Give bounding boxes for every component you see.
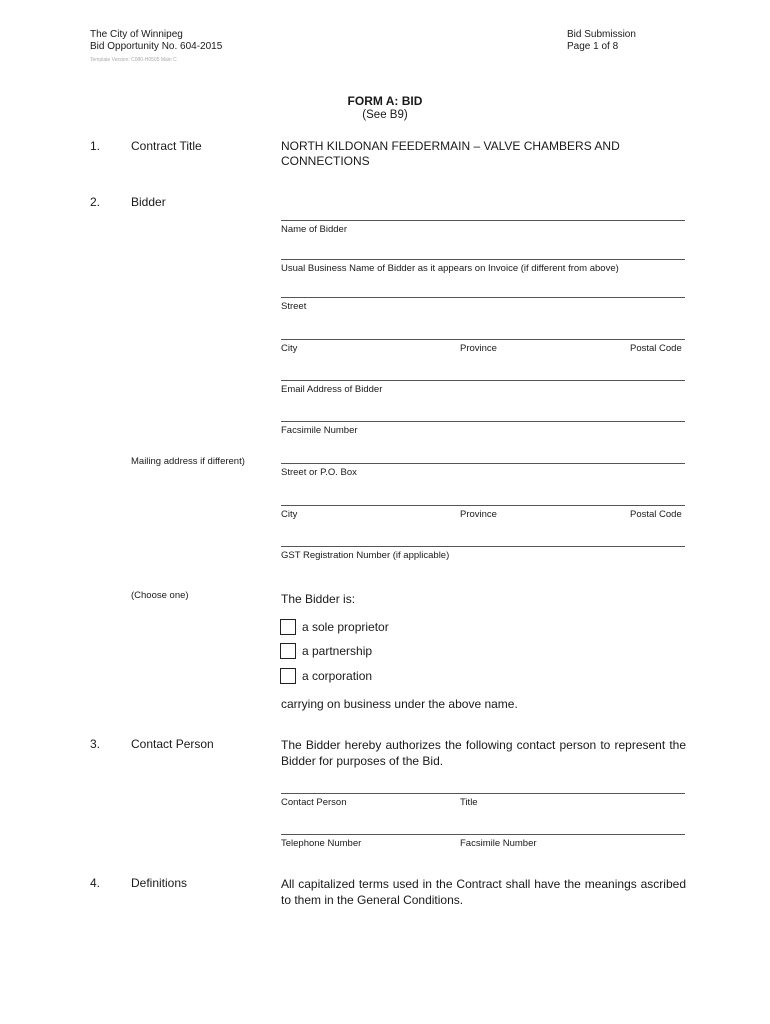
- sole-proprietor-checkbox[interactable]: [280, 619, 296, 635]
- header-page-number: Page 1 of 8: [567, 41, 619, 52]
- partnership-checkbox[interactable]: [280, 643, 296, 659]
- fax-field[interactable]: [281, 421, 685, 422]
- email-field[interactable]: [281, 380, 685, 381]
- city-caption: City: [281, 343, 298, 354]
- postal-code-caption: Postal Code: [630, 343, 682, 354]
- section-2-label: Bidder: [131, 195, 166, 209]
- contract-title-line1: NORTH KILDONAN FEEDERMAIN – VALVE CHAMBERS AND: [281, 139, 620, 153]
- header-opportunity: Bid Opportunity No. 604-2015: [90, 41, 223, 52]
- province-caption: Province: [460, 343, 497, 354]
- choose-one-label: (Choose one): [131, 590, 189, 601]
- fax-caption: Facsimile Number: [281, 425, 358, 436]
- mailing-city-caption: City: [281, 509, 298, 520]
- corporation-checkbox[interactable]: [280, 668, 296, 684]
- bidder-name-field[interactable]: [281, 220, 685, 221]
- contact-person-caption: Contact Person: [281, 797, 347, 808]
- business-name-field[interactable]: [281, 259, 685, 260]
- section-4-label: Definitions: [131, 876, 188, 890]
- mailing-city-province-postal-field[interactable]: [281, 505, 685, 506]
- definitions-text: All capitalized terms used in the Contract shall have the meanings ascribed to them in the General Conditions.: [281, 877, 686, 907]
- telephone-caption: Telephone Number: [281, 838, 362, 849]
- contact-person-text: The Bidder hereby authorizes the following contact person to represent the Bidder for purposes of the Bid.: [281, 738, 686, 768]
- section-3-number: 3.: [90, 737, 101, 751]
- business-name-caption: Usual Business Name of Bidder as it appears on Invoice (if different from above): [281, 263, 619, 274]
- sole-proprietor-label: a sole proprietor: [302, 620, 389, 634]
- contact-phone-fax-field[interactable]: [281, 834, 685, 835]
- city-province-postal-field[interactable]: [281, 339, 685, 340]
- header-template-version: Template Version: C080-H0505 Main C: [90, 57, 177, 63]
- header-submission: Bid Submission: [567, 29, 636, 40]
- section-1-number: 1.: [90, 139, 101, 153]
- carrying-on-business-text: carrying on business under the above name.: [281, 697, 518, 711]
- partnership-label: a partnership: [302, 644, 373, 658]
- mailing-province-caption: Province: [460, 509, 497, 520]
- section-4-number: 4.: [90, 876, 101, 890]
- street-field[interactable]: [281, 297, 685, 298]
- contact-fax-caption: Facsimile Number: [460, 838, 537, 849]
- form-subtitle: (See B9): [362, 109, 408, 121]
- po-box-caption: Street or P.O. Box: [281, 467, 357, 478]
- bidder-is-text: The Bidder is:: [281, 592, 356, 606]
- contact-person-field[interactable]: [281, 793, 685, 794]
- contract-title-line2: CONNECTIONS: [281, 154, 370, 168]
- section-1-label: Contract Title: [131, 139, 202, 153]
- form-title: FORM A: BID: [347, 94, 423, 108]
- po-box-field[interactable]: [281, 463, 685, 464]
- corporation-label: a corporation: [302, 669, 373, 683]
- section-2-number: 2.: [90, 195, 101, 209]
- bidder-name-caption: Name of Bidder: [281, 224, 348, 235]
- section-3-label: Contact Person: [131, 737, 214, 751]
- email-caption: Email Address of Bidder: [281, 384, 383, 395]
- street-caption: Street: [281, 301, 307, 312]
- contact-title-caption: Title: [460, 797, 478, 808]
- mailing-postal-code-caption: Postal Code: [630, 509, 682, 520]
- mailing-address-label: Mailing address if different): [131, 456, 245, 467]
- header-city: The City of Winnipeg: [90, 29, 183, 40]
- gst-field[interactable]: [281, 546, 685, 547]
- gst-caption: GST Registration Number (if applicable): [281, 550, 450, 561]
